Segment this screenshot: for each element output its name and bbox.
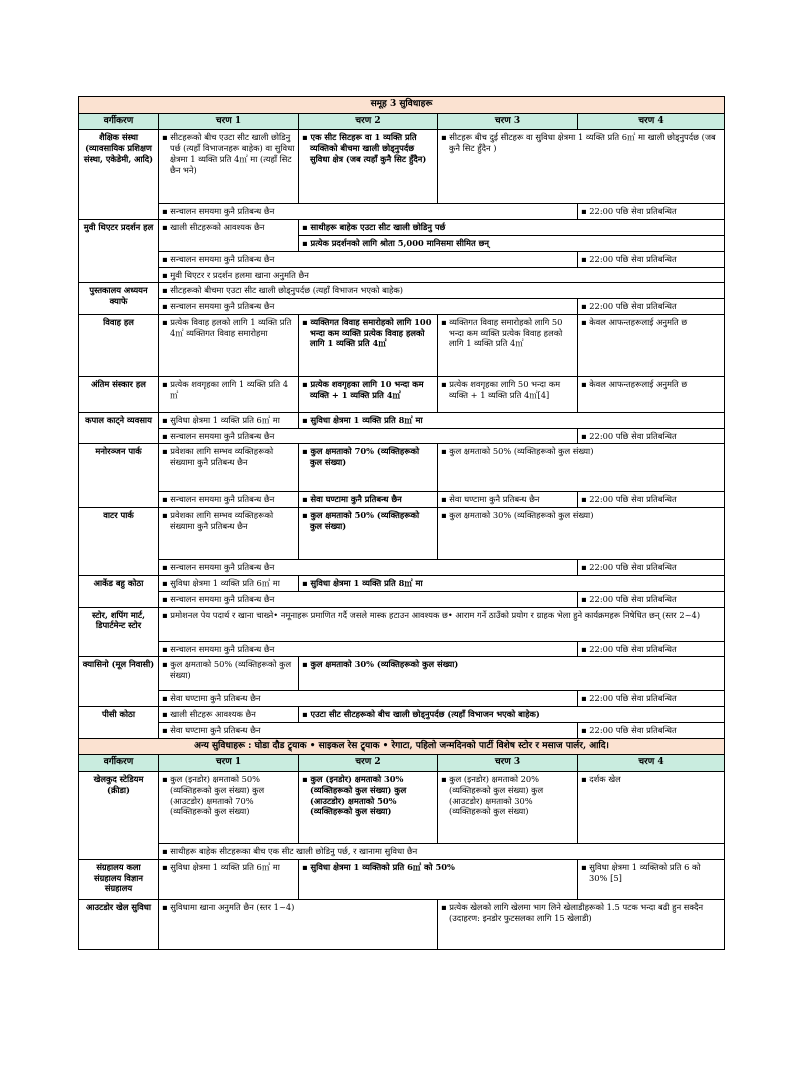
category-movie: मुवी थिएटर प्रदर्शन हल [79, 220, 159, 283]
stadium-stage4: ▪ दर्शक खेल [581, 774, 621, 785]
funeral-stage3: ▪ प्रत्येक शवगृहका लागि 50 भन्दा कम व्यक्ति + 1 व्यक्ति प्रति 4㎡[4] [441, 378, 561, 400]
education-hours: ▪ सन्चालन समयमा कुनै प्रतिबन्ध छैन [162, 206, 275, 217]
store-stage4-hours: ▪ 22:00 पछि सेवा प्रतिबन्धित [581, 643, 677, 654]
casino-hours: ▪ सेवा घण्टामा कुनै प्रतिबन्ध छैन [162, 693, 261, 704]
header-stage1: चरण 1 [159, 113, 299, 130]
category-museum: संग्रहालय कला संग्रहालय विज्ञान संग्रहालय [79, 859, 159, 899]
wedding-stage1: ▪ प्रत्येक विवाह हलको लागि 1 व्यक्ति प्रति 4㎡ व्यक्तिगत विवाह समारोहमा [162, 316, 292, 338]
wedding-stage2: ▪ व्यक्तिगत विवाह समारोहको लागि 100 भन्दा कम व्यक्ति प्रत्येक विवाह हलको लागि 1 व्यक्ति प्रति 4㎡ [302, 316, 432, 349]
library-stage1: ▪ सीटहरूको बीचमा एउटा सीट खाली छोड्नुपर्दछ (त्यहाँ विभाजन भएको बाहेक) [162, 285, 403, 296]
header-category: वर्गीकरण [79, 113, 159, 130]
education-stage4-hours: ▪ 22:00 पछि सेवा प्रतिबन्धित [581, 206, 677, 217]
other-facilities-title: अन्य सुविधाहरू : घोडा दौड ट्र्याक • साइकल रेस ट्र्याक • रेगाटा, पहिलो जन्मदिनको पार्टी विशेष स्टोर र मसाज पार्लर, आदि। [79, 738, 725, 755]
haircut-stage1: ▪ सुविधा क्षेत्रमा 1 व्यक्ति प्रति 6㎡ मा [162, 414, 280, 425]
waterpark-stage3: ▪ कुल क्षमताको 30% (व्यक्तिहरूको कुल संख्या) [441, 510, 594, 521]
amusement-stage4-hours: ▪ 22:00 पछि सेवा प्रतिबन्धित [581, 494, 677, 505]
stadium-note: ▪ साथीहरू बाहेक सीटहरूका बीच एक सीट खाली छोडिनु पर्छ, र खानामा सुविधा छैन [162, 846, 418, 857]
pc-stage4-hours: ▪ 22:00 पछि सेवा प्रतिबन्धित [581, 724, 677, 735]
category-funeral: अंतिम संस्कार हल [79, 376, 159, 412]
outdoor-stage1: ▪ सुविधामा खाना अनुमति छैन (स्तर 1~4) [162, 901, 295, 912]
wedding-stage4: ▪ केवल आफन्तहरूलाई अनुमति छ [581, 316, 688, 327]
library-stage4-hours: ▪ 22:00 पछि सेवा प्रतिबन्धित [581, 301, 677, 312]
museum-stage2: ▪ सुविधा क्षेत्रमा 1 व्यक्तिको प्रति 6㎡ को 50% [302, 861, 455, 872]
category-store: स्टोर, शपिंग मार्ट, डिपार्टमेन्ट स्टोर [79, 607, 159, 657]
category-outdoor: आउटडोर खेल सुविधा [79, 899, 159, 949]
header-stage3: चरण 3 [438, 113, 578, 130]
haircut-stage2: ▪ सुविधा क्षेत्रमा 1 व्यक्ति प्रति 8㎡ मा [302, 414, 423, 425]
category-arcade: आर्केड बहु कोठा [79, 575, 159, 607]
arcade-hours: ▪ सन्चालन समयमा कुनै प्रतिबन्ध छैन [162, 593, 275, 604]
facility-rules-table [78, 96, 725, 950]
category-stadium: खेलकुद स्टेडियम (क्रीडा) [79, 772, 159, 860]
funeral-stage1: ▪ प्रत्येक शवगृहका लागि 1 व्यक्ति प्रति 4㎡ [162, 378, 288, 400]
category-pc-room: पीसी कोठा [79, 707, 159, 739]
amusement-hours: ▪ सन्चालन समयमा कुनै प्रतिबन्ध छैन [162, 494, 275, 505]
category-casino: क्यासिनो (मूल निवासी) [79, 657, 159, 707]
stadium-stage2: ▪ कुल (इनडोर) क्षमताको 30% (व्यक्तिहरूको कुल संख्या) कुल (आउटडोर) क्षमताको 50% (व्यक्तिहरूको कुल संख्या) [302, 774, 407, 817]
outdoor-stage3: ▪ प्रत्येक खेलको लागि खेलमा भाग लिने खेलाडीहरूको 1.5 पटक भन्दा बढी हुन सक्दैन (उदाहरण: इनडोर फुटसलका लागि 15 खेलाडी) [441, 901, 704, 923]
amusement-stage3: ▪ कुल क्षमताको 50% (व्यक्तिहरूको कुल संख्या) [441, 446, 594, 457]
other-header-stage2: चरण 2 [299, 755, 438, 772]
movie-hours: ▪ सन्चालन समयमा कुनै प्रतिबन्ध छैन [162, 253, 275, 264]
haircut-stage4-hours: ▪ 22:00 पछि सेवा प्रतिबन्धित [581, 430, 677, 441]
waterpark-stage1: ▪ प्रवेशका लागि सम्भव व्यक्तिहरूको संख्यामा कुनै प्रतिबन्ध छैन [162, 510, 274, 531]
stadium-stage3: ▪ कुल (इनडोर) क्षमताको 20% (व्यक्तिहरूको कुल संख्या) कुल (आउटडोर) क्षमताको 30% (व्यक्तिहरूको कुल संख्या) [441, 774, 544, 817]
museum-stage1: ▪ सुविधा क्षेत्रमा 1 व्यक्ति प्रति 6㎡ मा [162, 861, 280, 872]
stadium-stage1: ▪ कुल (इनडोर) क्षमताको 50% (व्यक्तिहरूको कुल संख्या) कुल (आउटडोर) क्षमताको 70% (व्यक्तिहरूको कुल संख्या) [162, 774, 265, 817]
wedding-stage3: ▪ व्यक्तिगत विवाह समारोहको लागि 50 भन्दा कम व्यक्ति प्रत्येक विवाह हलको लागि 1 व्यक्ति प्रति 4㎡ [441, 316, 563, 349]
casino-stage2: ▪ कुल क्षमताको 30% (व्यक्तिहरूको कुल संख्या) [302, 659, 459, 670]
other-header-stage1: चरण 1 [159, 755, 299, 772]
waterpark-stage4-hours: ▪ 22:00 पछि सेवा प्रतिबन्धित [581, 562, 677, 573]
movie-stage4-hours: ▪ 22:00 पछि सेवा प्रतिबन्धित [581, 253, 677, 264]
amusement-stage1: ▪ प्रवेशका लागि सम्भव व्यक्तिहरूको संख्यामा कुनै प्रतिबन्ध छैन [162, 446, 274, 468]
museum-stage4: ▪ सुविधा क्षेत्रमा 1 व्यक्तिको प्रति 6 को 30% [5] [581, 861, 701, 883]
education-stage1: ▪ सीटहरूको बीच एउटा सीट खाली छोडिनु पर्छ (त्यहाँ विभाजनहरू बाहेक) वा सुविधा क्षेत्रमा 1 व्यक्ति प्रति 4㎡ मा (त्यहाँ सिट छैन भने) [162, 132, 295, 175]
header-stage4: चरण 4 [578, 113, 725, 130]
store-stage1: ▪ प्रमोशनल पेय पदार्थ र खाना चाख्ने• नमूनाहरू प्रमाणित गर्दै जसले मास्क हटाउन आवश्यक छ• आराम गर्ने ठाउँको प्रयोग र ग्राहक भेला हुने कार्यक्रमहरू निषेधित छन् (स्तर 2~4) [162, 609, 701, 620]
waterpark-hours: ▪ सन्चालन समयमा कुनै प्रतिबन्ध छैन [162, 562, 275, 573]
store-hours: ▪ सन्चालन समयमा कुनै प्रतिबन्ध छैन [162, 643, 275, 654]
header-stage2: चरण 2 [299, 113, 438, 130]
casino-stage4-hours: ▪ 22:00 पछि सेवा प्रतिबन्धित [581, 693, 677, 704]
group3-title: समूह 3 सुविधाहरू [79, 97, 725, 114]
casino-stage1: ▪ कुल क्षमताको 50% (व्यक्तिहरूको कुल संख्या) [162, 659, 292, 681]
other-header-stage3: चरण 3 [438, 755, 578, 772]
library-hours: ▪ सन्चालन समयमा कुनै प्रतिबन्ध छैन [162, 301, 275, 312]
pc-stage1: ▪ खाली सीटहरू आवश्यक छैन [162, 709, 256, 720]
arcade-stage1: ▪ सुविधा क्षेत्रमा 1 व्यक्ति प्रति 6㎡ मा [162, 577, 280, 588]
movie-stage1: ▪ खाली सीटहरूको आवश्यक छैन [162, 222, 265, 233]
pc-hours: ▪ सेवा घण्टामा कुनै प्रतिबन्ध छैन [162, 724, 261, 735]
education-stage3: ▪ सीटहरू बीच दुई सीटहरू वा सुविधा क्षेत्रमा 1 व्यक्ति प्रति 6㎡ मा खाली छोड्नुपर्दछ (जब कुनै सिट हुँदैन ) [441, 132, 716, 154]
amusement-stage2: ▪ कुल क्षमताको 70% (व्यक्तिहरूको कुल संख्या) [302, 446, 420, 468]
movie-stage2-audience: ▪ प्रत्येक प्रदर्शनको लागि श्रोता 5,000 मानिसमा सीमित छन् [302, 237, 490, 248]
category-education: शैक्षिक संस्था (व्यावसायिक प्रशिक्षण संस्था, एकेडेमी, आदि) [79, 130, 159, 220]
category-library: पुस्तकालय अध्ययन क्याफे [79, 283, 159, 315]
arcade-stage2: ▪ सुविधा क्षेत्रमा 1 व्यक्ति प्रति 8㎡ मा [302, 577, 423, 588]
waterpark-stage2: ▪ कुल क्षमताको 50% (व्यक्तिहरूको कुल संख्या) [302, 510, 420, 531]
amusement-stage2-hours: ▪ सेवा घण्टामा कुनै प्रतिबन्ध छैन [302, 494, 402, 505]
category-haircut: कपाल काट्ने व्यवसाय [79, 412, 159, 444]
category-amusement: मनोरञ्जन पार्क [79, 444, 159, 508]
education-stage2: ▪ एक सीट सिटहरू वा 1 व्यक्ति प्रति व्यक्तिको बीचमा खाली छोड्नुपर्दछ सुविधा क्षेत्र (जब त्यहाँ कुनै सिट हुँदैन) [302, 132, 427, 164]
arcade-stage4-hours: ▪ 22:00 पछि सेवा प्रतिबन्धित [581, 593, 677, 604]
movie-no-food: ▪ मुवी थिएटर र प्रदर्शन हलमा खाना अनुमति छैन [162, 269, 309, 280]
funeral-stage4: ▪ केवल आफन्तहरूलाई अनुमति छ [581, 378, 688, 389]
pc-stage2: ▪ एउटा सीट सीटहरूको बीच खाली छोड्नुपर्दछ (त्यहाँ विभाजन भएको बाहेक) [302, 709, 540, 720]
category-wedding: विवाह हल [79, 314, 159, 376]
movie-stage2: ▪ साथीहरू बाहेक एउटा सीट खाली छोडिनु पर्छ [302, 222, 446, 233]
amusement-stage3-hours: ▪ सेवा घण्टामा कुनै प्रतिबन्ध छैन [441, 494, 540, 505]
category-waterpark: वाटर पार्क [79, 508, 159, 576]
other-header-stage4: चरण 4 [578, 755, 725, 772]
haircut-hours: ▪ सन्चालन समयमा कुनै प्रतिबन्ध छैन [162, 430, 275, 441]
funeral-stage2: ▪ प्रत्येक शवगृहका लागि 10 भन्दा कम व्यक्ति + 1 व्यक्ति प्रति 4㎡ [302, 378, 424, 400]
other-header-category: वर्गीकरण [79, 755, 159, 772]
